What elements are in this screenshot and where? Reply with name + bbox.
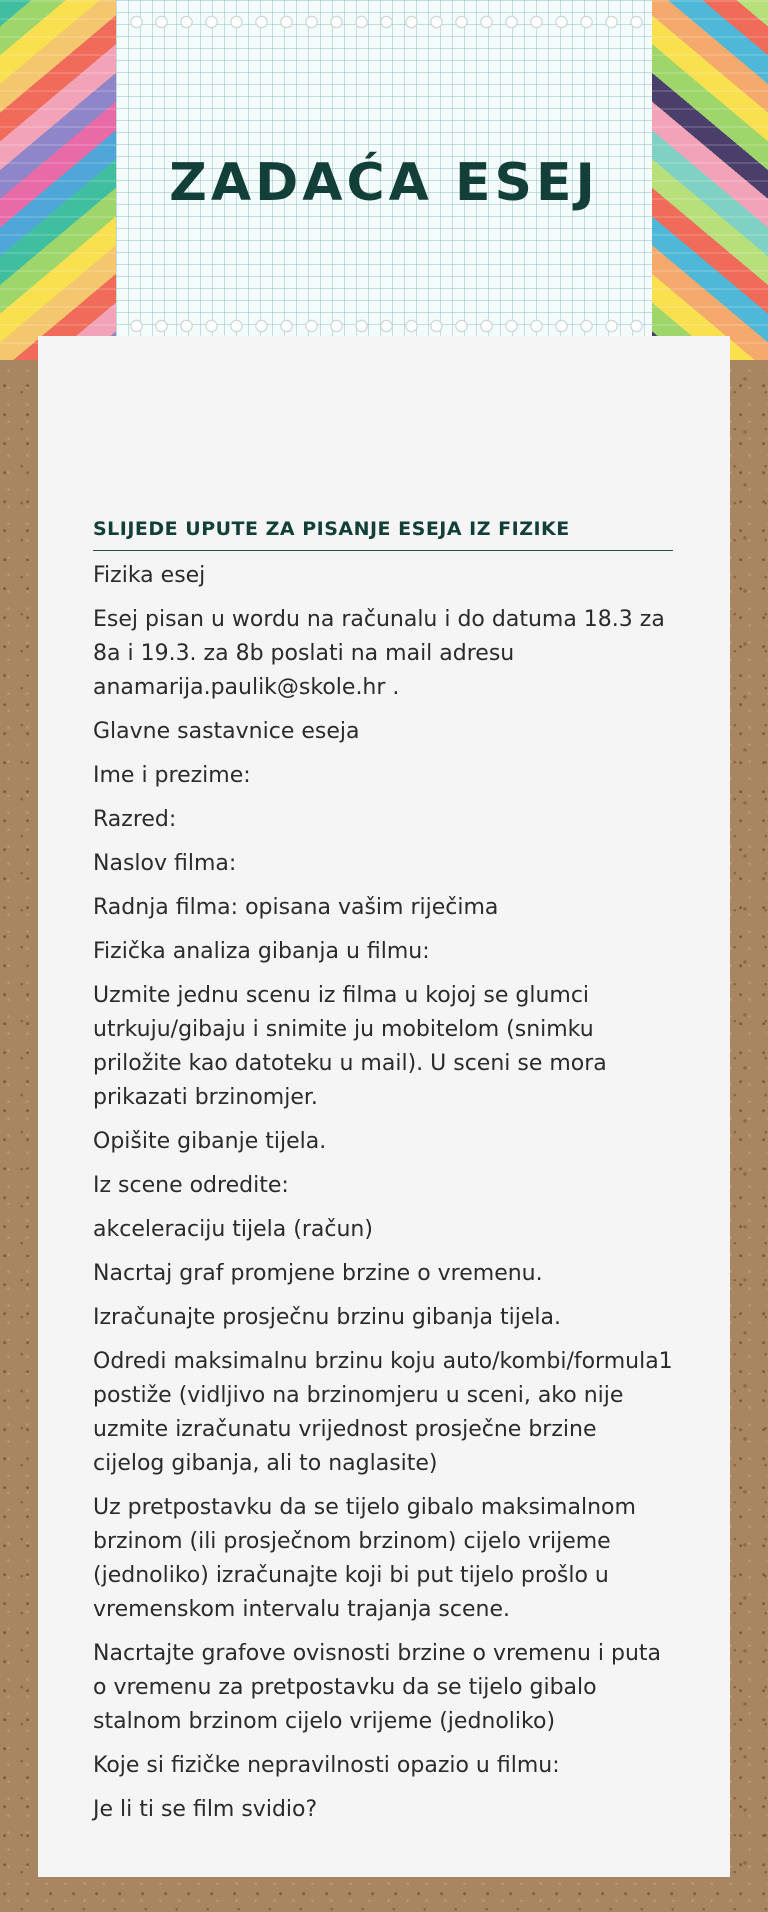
paragraph-main-components: Glavne sastavnice eseja <box>93 719 360 744</box>
paper-holes-top <box>124 14 644 30</box>
paragraph-from-scene: Iz scene odredite: <box>93 1173 289 1198</box>
paragraph-max-speed: Odredi maksimalnu brzinu koju auto/kombi/formula1 postiže (vidljivo na brzinomjeru u sceni, ako nije uzmite izračunatu vrijednost prosječne brzine cijelog gibanja, ali to naglasite) <box>93 1349 673 1476</box>
content-card <box>38 336 730 1877</box>
paragraph-liked-film: Je li ti se film svidio? <box>93 1797 318 1822</box>
paragraph-physics-analysis: Fizička analiza gibanja u filmu: <box>93 939 430 964</box>
chevron-pattern-right <box>652 0 768 360</box>
paragraph-speed-time-graph: Nacrtaj graf promjene brzine o vremenu. <box>93 1261 543 1286</box>
page-title: ZADAĆA ESEJ <box>169 153 599 213</box>
section-heading: SLIJEDE UPUTE ZA PISANJE ESEJA IZ FIZIKE <box>93 514 673 551</box>
card-body <box>93 514 673 1837</box>
paragraph-describe-motion: Opišite gibanje tijela. <box>93 1129 327 1154</box>
paragraph-class: Razred: <box>93 807 177 832</box>
paragraph-average-speed: Izračunajte prosječnu brzinu gibanja tijela. <box>93 1305 561 1330</box>
paragraph-irregularities: Koje si fizičke nepravilnosti opazio u filmu: <box>93 1753 560 1778</box>
paragraph-essay-title: Fizika esej <box>93 563 206 588</box>
paragraph-acceleration: akceleraciju tijela (račun) <box>93 1217 373 1242</box>
paragraph-scene-instructions: Uzmite jednu scenu iz filma u kojoj se glumci utrkuju/gibaju i snimite ju mobitelom (snimku priložite kao datoteku u mail). U sceni se mora prikazati brzinomjer. <box>93 983 607 1110</box>
header-banner <box>0 0 768 360</box>
paragraph-graphs: Nacrtajte grafove ovisnosti brzine o vremenu i puta o vremenu za pretpostavku da se tijelo gibalo stalnom brzinom cijelo vrijeme (jednoliko) <box>93 1641 662 1734</box>
paragraph-film-title: Naslov filma: <box>93 851 237 876</box>
chevron-pattern-left <box>0 0 116 360</box>
paper-holes-bottom <box>124 318 644 334</box>
paragraph-film-plot: Radnja filma: opisana vašim riječima <box>93 895 499 920</box>
paragraph-distance-calc: Uz pretpostavku da se tijelo gibalo maksimalnom brzinom (ili prosječnom brzinom) cijelo vrijeme (jednoliko) izračunajte koji bi put tijelo prošlo u vremenskom intervalu trajanja scene. <box>93 1495 636 1622</box>
paragraph-name: Ime i prezime: <box>93 763 251 788</box>
paragraph-submission-instructions: Esej pisan u wordu na računalu i do datuma 18.3 za 8a i 19.3. za 8b poslati na mail adresu anamarija.paulik@skole.hr . <box>93 607 665 700</box>
